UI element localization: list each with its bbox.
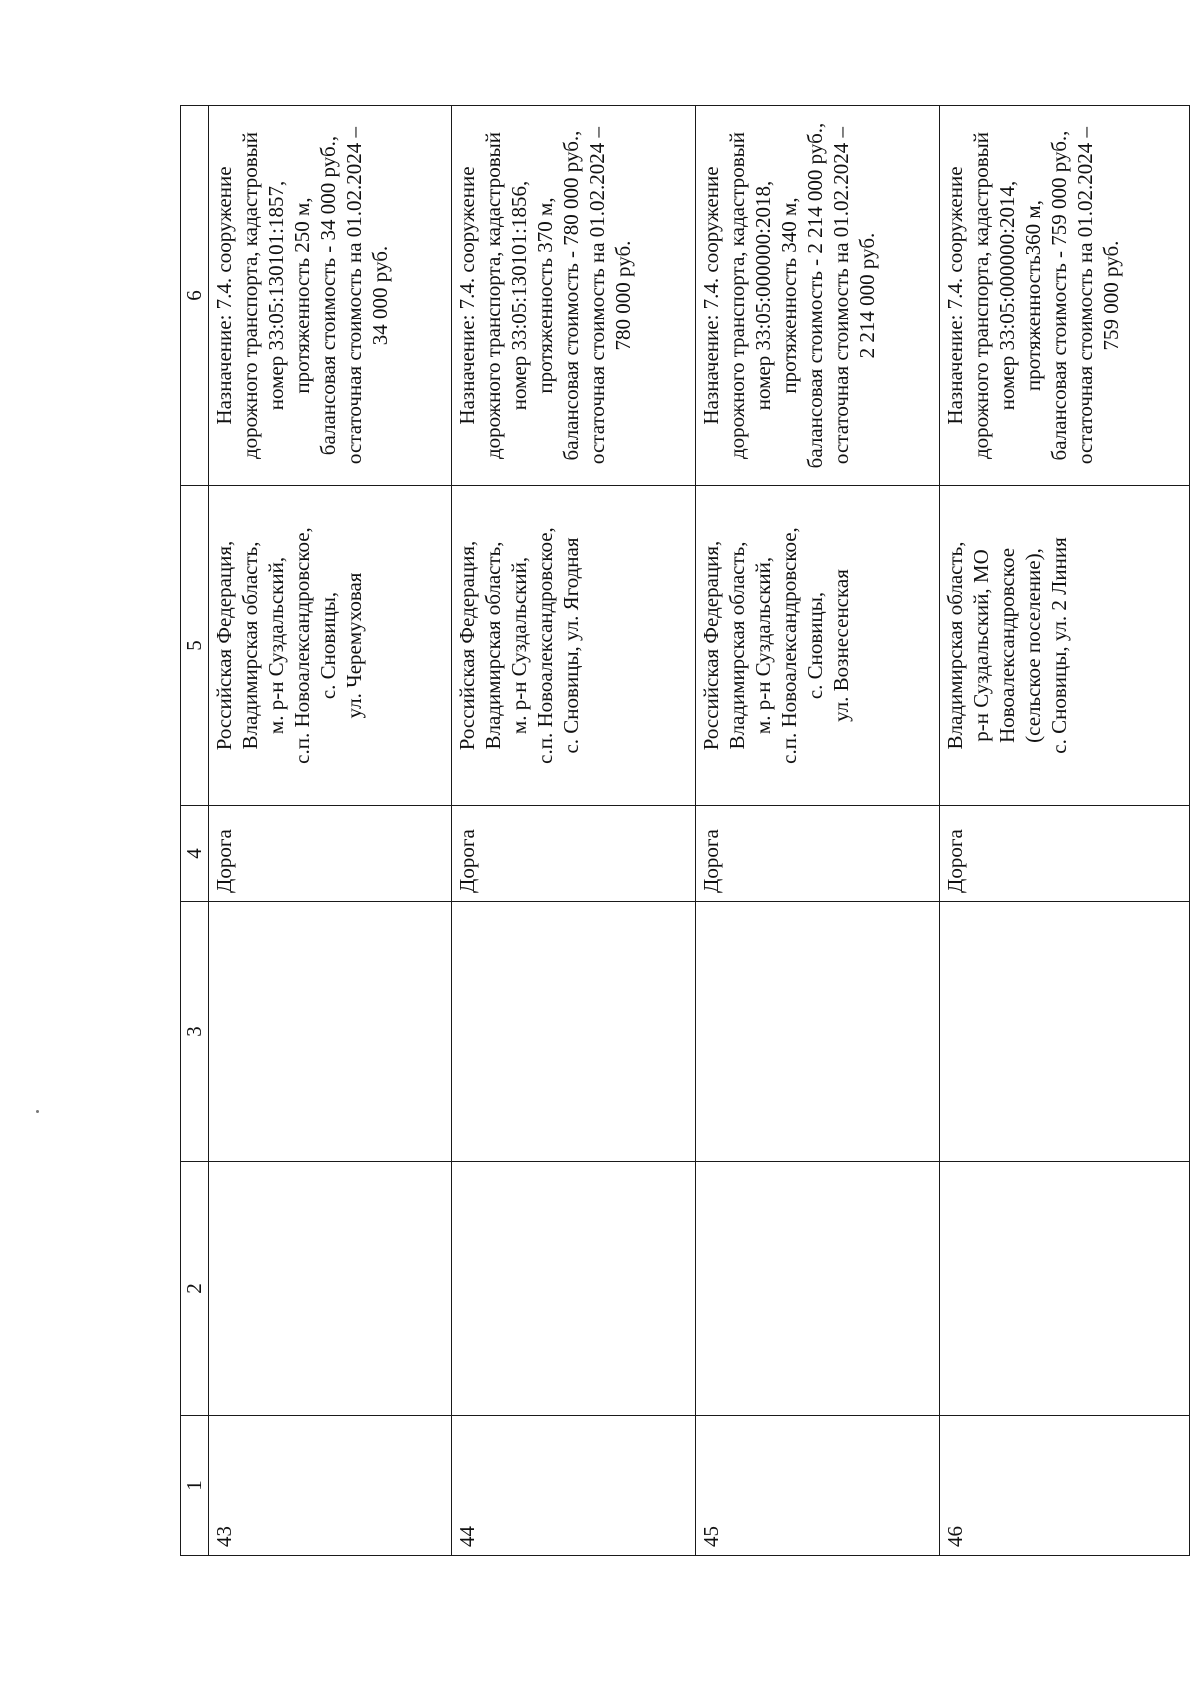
description-line: балансовая стоимость - 759 000 руб., bbox=[1047, 130, 1072, 461]
description-line: дорожного транспорта, кадастровый bbox=[969, 132, 994, 460]
description-cell bbox=[696, 106, 940, 486]
column-2-cell bbox=[696, 1162, 940, 1416]
description-line: остаточная стоимость на 01.02.2024 – bbox=[585, 126, 610, 465]
description-line: остаточная стоимость на 01.02.2024 – bbox=[829, 126, 854, 465]
address-line: м. р-н Суздальский, bbox=[751, 556, 776, 735]
header-col-6: 6 bbox=[181, 106, 209, 486]
description-line: протяженность 340 м, bbox=[777, 197, 802, 394]
description-line: дорожного транспорта, кадастровый bbox=[481, 132, 506, 460]
description-line: балансовая стоимость - 780 000 руб., bbox=[559, 130, 584, 461]
header-row bbox=[181, 106, 209, 1556]
header-col-2: 2 bbox=[181, 1162, 209, 1416]
address-line: м. р-н Суздальский, bbox=[263, 556, 288, 735]
description-line: Назначение: 7.4. сооружение bbox=[211, 166, 236, 425]
address-line: с.п. Новоалександровское, bbox=[533, 527, 558, 764]
address-line: ул. Вознесенская bbox=[829, 569, 854, 722]
description-line: Назначение: 7.4. сооружение bbox=[699, 166, 724, 425]
address-line: р-н Суздальский, МО bbox=[969, 549, 994, 742]
description-cell bbox=[208, 106, 452, 486]
object-type-cell bbox=[696, 806, 940, 902]
description-line: протяженность 370 м, bbox=[533, 197, 558, 394]
object-type-cell bbox=[452, 806, 696, 902]
property-registry-table bbox=[180, 105, 1190, 1556]
address-line: Владимирская область, bbox=[237, 541, 262, 750]
description-line: номер 33:05:000000:2018, bbox=[751, 180, 776, 411]
description-cell bbox=[940, 106, 1190, 486]
table-row bbox=[452, 106, 696, 1556]
address-line: м. р-н Суздальский, bbox=[507, 556, 532, 735]
description-line: остаточная стоимость на 01.02.2024 – bbox=[1073, 126, 1098, 465]
table-row bbox=[696, 106, 940, 1556]
description-cell bbox=[452, 106, 696, 486]
header-col-1: 1 bbox=[181, 1416, 209, 1556]
description-line: балансовая стоимость - 34 000 руб., bbox=[315, 135, 340, 456]
description-line: 34 000 руб. bbox=[367, 245, 392, 346]
row-number: 44 bbox=[455, 1526, 480, 1547]
column-3-cell bbox=[696, 902, 940, 1162]
row-number-cell bbox=[940, 1416, 1190, 1556]
description-line: номер 33:05:130101:1857, bbox=[263, 180, 288, 411]
description-line: протяженность360 м, bbox=[1021, 200, 1046, 391]
row-number-cell bbox=[208, 1416, 452, 1556]
address-cell bbox=[696, 486, 940, 806]
address-line: с.п. Новоалександровское, bbox=[777, 527, 802, 764]
description-line: дорожного транспорта, кадастровый bbox=[725, 132, 750, 460]
column-3-cell bbox=[208, 902, 452, 1162]
rotated-table-wrapper bbox=[180, 106, 1190, 1556]
address-line: (сельское поселение), bbox=[1021, 548, 1046, 743]
description-line: 780 000 руб. bbox=[611, 240, 636, 351]
address-line: с.п. Новоалександровское, bbox=[289, 527, 314, 764]
row-number: 43 bbox=[211, 1526, 236, 1547]
address-line: Российская Федерация, bbox=[455, 540, 480, 751]
description-line: дорожного транспорта, кадастровый bbox=[237, 132, 262, 460]
address-line: с. Сновицы, ул. 2 Линия bbox=[1047, 537, 1072, 754]
object-type-cell bbox=[940, 806, 1190, 902]
description-line: номер 33:05:130101:1856, bbox=[507, 180, 532, 411]
header-col-3: 3 bbox=[181, 902, 209, 1162]
column-3-cell bbox=[452, 902, 696, 1162]
address-line: Российская Федерация, bbox=[699, 540, 724, 751]
address-line: ул. Черемуховая bbox=[341, 572, 366, 719]
description-line: 759 000 руб. bbox=[1099, 240, 1124, 351]
table-row bbox=[208, 106, 452, 1556]
row-number-cell bbox=[452, 1416, 696, 1556]
address-line: с. Сновицы, ул. Ягодная bbox=[559, 537, 584, 754]
row-number: 45 bbox=[699, 1526, 724, 1547]
description-line: протяженность 250 м, bbox=[289, 197, 314, 394]
address-line: с. Сновицы, bbox=[315, 591, 340, 700]
description-line: Назначение: 7.4. сооружение bbox=[455, 166, 480, 425]
column-3-cell bbox=[940, 902, 1190, 1162]
description-line: балансовая стоимость - 2 214 000 руб., bbox=[803, 122, 828, 469]
object-type: Дорога bbox=[943, 829, 968, 893]
address-line: с. Сновицы, bbox=[803, 591, 828, 700]
scan-speck bbox=[36, 1110, 39, 1113]
address-cell bbox=[208, 486, 452, 806]
row-number: 46 bbox=[943, 1526, 968, 1547]
header-col-5: 5 bbox=[181, 486, 209, 806]
description-line: 2 214 000 руб. bbox=[855, 232, 880, 359]
address-line: Владимирская область, bbox=[481, 541, 506, 750]
address-line: Новоалександровское bbox=[995, 547, 1020, 744]
object-type-cell bbox=[208, 806, 452, 902]
object-type: Дорога bbox=[211, 829, 236, 893]
column-2-cell bbox=[208, 1162, 452, 1416]
header-col-4: 4 bbox=[181, 806, 209, 902]
table-row bbox=[940, 106, 1190, 1556]
column-2-cell bbox=[452, 1162, 696, 1416]
object-type: Дорога bbox=[455, 829, 480, 893]
row-number-cell bbox=[696, 1416, 940, 1556]
address-cell bbox=[452, 486, 696, 806]
address-line: Владимирская область, bbox=[943, 541, 968, 750]
description-line: номер 33:05:000000:2014, bbox=[995, 180, 1020, 411]
description-line: остаточная стоимость на 01.02.2024 – bbox=[341, 126, 366, 465]
address-line: Владимирская область, bbox=[725, 541, 750, 750]
description-line: Назначение: 7.4. сооружение bbox=[943, 166, 968, 425]
table-body bbox=[208, 106, 1189, 1556]
address-cell bbox=[940, 486, 1190, 806]
object-type: Дорога bbox=[699, 829, 724, 893]
column-2-cell bbox=[940, 1162, 1190, 1416]
address-line: Российская Федерация, bbox=[211, 540, 236, 751]
